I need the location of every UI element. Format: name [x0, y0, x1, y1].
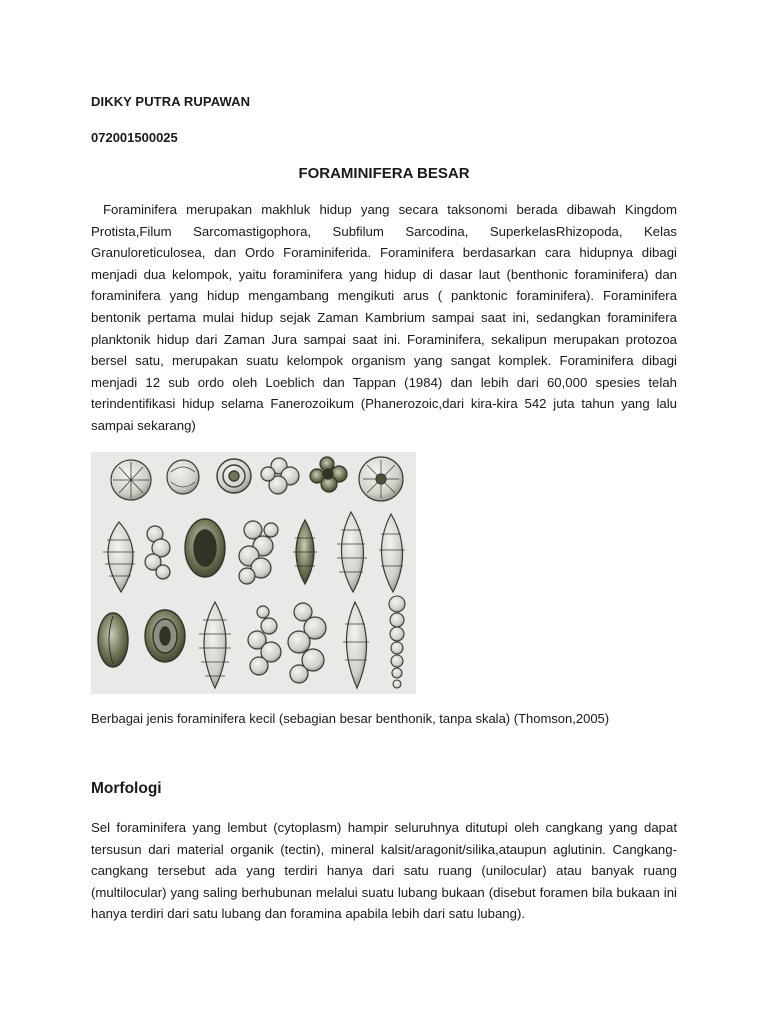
foram-shell [239, 521, 278, 584]
foram-shell [145, 526, 170, 579]
morfologi-paragraph: Sel foraminifera yang lembut (cytoplasm) hampir seluruhnya ditutupi oleh cangkang yang dapat tersusun dari material organik (tectin), mineral kalsit/aragonit/silika,ataupun aglutinin. Cangkang-cangkang tersebut ada yang terdiri hanya dari satu ruang (unilocular) atau banyak ruang (multilocular) yang saling berhubunan melalui suatu lubang bukaan (disebut foramen bila bukaan ini hanya terdiri dari satu lubang dan foramina apabila lebih dari satu lubang). [91, 820, 677, 922]
student-id: 072001500025 [91, 130, 178, 145]
foram-shell [98, 613, 128, 667]
foram-shell [111, 460, 151, 500]
foram-shell [145, 610, 185, 662]
foraminifera-illustration [91, 452, 416, 694]
author-name: DIKKY PUTRA RUPAWAN [91, 94, 251, 109]
foram-shell [185, 519, 225, 577]
foram-shell [199, 602, 231, 688]
foram-shell [288, 603, 326, 683]
figure-caption: Berbagai jenis foraminifera kecil (sebagian besar benthonik, tanpa skala) (Thomson,2005) [91, 711, 610, 726]
foram-shell [167, 460, 199, 494]
foraminifera-photo [91, 452, 416, 694]
foram-shell [261, 458, 299, 494]
foram-shell [337, 512, 367, 592]
section-heading-morfologi: Morfologi [91, 780, 162, 797]
intro-paragraph: Foraminifera merupakan makhluk hidup yang secara taksonomi berada dibawah Kingdom Protista,Filum Sarcomastigophora, Subfilum Sarcodina, SuperkelasRhizopoda, Kelas Granuloreticulosea, dan Ordo Foraminiferida. Foraminifera berdasarkan cara hidupnya dibagi menjadi dua kelompok, yaitu foraminifera yang hidup di dasar laut (benthonic foraminifera) dan foraminifera yang hidup mengambang mengikuti arus ( panktonic foraminifera). Foraminifera bentonik pertama mulai hidup sejak Zaman Kambrium sampai saat ini, sedangkan foraminifera planktonik hidup dari Zaman Jura sampai saat ini. Foraminifera, sekalipun merupakan protozoa bersel satu, merupakan suatu kelompok organism yang sangat komplek. Foraminifera dibagi menjadi 12 sub ordo oleh Loeblich dan Tappan (1984) dan lebih dari 60,000 spesies telah terindentifikasi hidup selama Fanerozoikum (Phanerozoic,dari kira-kira 542 juta tahun yang lalu sampai sekarang) [91, 202, 677, 433]
foram-shell [103, 522, 135, 592]
foram-shell [248, 606, 281, 675]
document-title: FORAMINIFERA BESAR [298, 165, 470, 182]
foram-shell [379, 514, 405, 592]
foram-shell [389, 596, 405, 688]
foram-shell [343, 602, 369, 688]
foram-shell [310, 457, 347, 492]
foram-shell [217, 459, 251, 493]
foram-shell [359, 457, 403, 501]
foram-shell [293, 520, 317, 584]
